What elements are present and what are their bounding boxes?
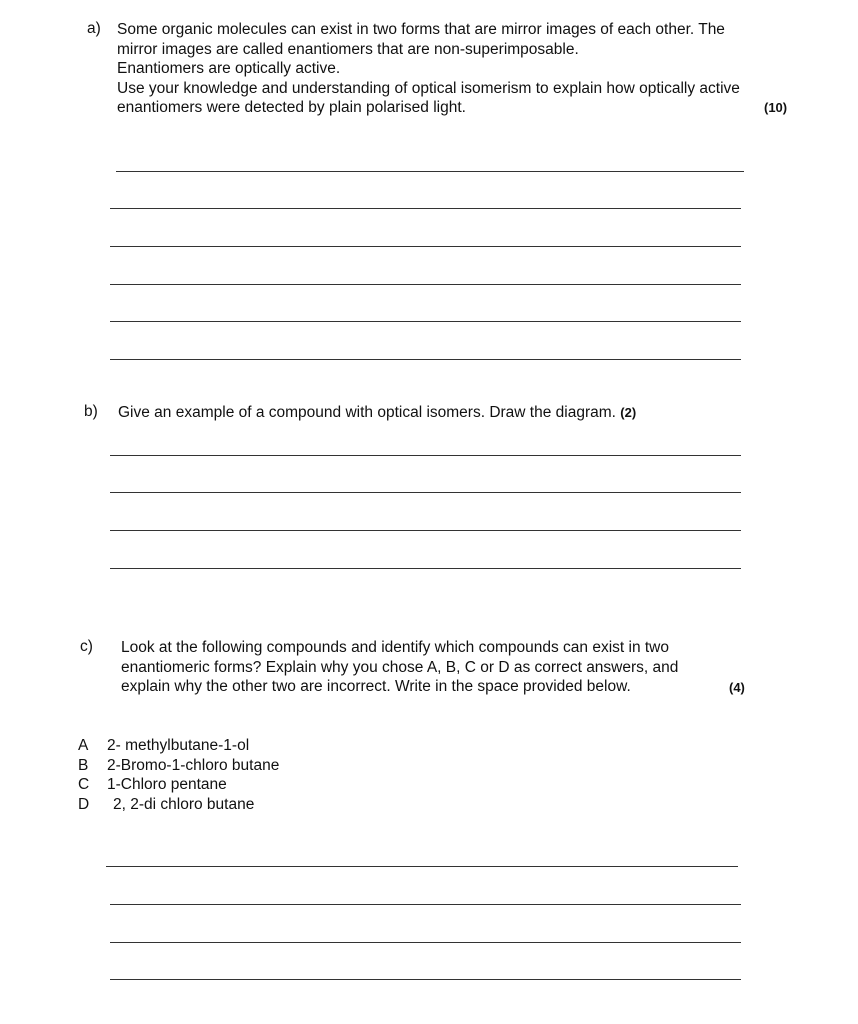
question-a-line: mirror images are called enantiomers that are non-superimposable.: [117, 40, 579, 58]
answer-line-a-1[interactable]: [116, 171, 744, 172]
question-a-text: [117, 20, 740, 118]
option-c-letter: C: [78, 776, 90, 793]
option-a: [78, 736, 279, 756]
option-d-text: 2, 2-di chloro butane: [113, 795, 255, 813]
question-b-text: [118, 403, 636, 423]
option-a-text: 2- methylbutane-1-ol: [107, 737, 250, 754]
question-c-letter: c): [80, 638, 93, 655]
question-c-line: explain why the other two are incorrect. Write in the space provided below.: [121, 678, 631, 695]
question-a-letter: a): [87, 20, 101, 37]
answer-line-b-3[interactable]: [110, 530, 741, 531]
question-b-letter: b): [84, 403, 98, 420]
compound-options: [78, 736, 279, 814]
answer-line-a-2[interactable]: [110, 208, 741, 209]
answer-line-b-2[interactable]: [110, 492, 741, 493]
question-b-prompt: Give an example of a compound with optical isomers. Draw the diagram.: [118, 404, 616, 421]
question-a-line: Some organic molecules can exist in two forms that are mirror images of each other. The: [117, 21, 725, 38]
option-b-letter: B: [78, 756, 89, 774]
question-a-line: Enantiomers are optically active.: [117, 60, 341, 77]
answer-line-c-4[interactable]: [110, 979, 741, 980]
answer-line-a-4[interactable]: [110, 284, 741, 285]
answer-line-c-1[interactable]: [106, 866, 738, 867]
option-a-letter: A: [78, 737, 89, 754]
question-a-line: Use your knowledge and understanding of optical isomerism to explain how optically active: [117, 79, 740, 97]
answer-line-a-3[interactable]: [110, 246, 741, 247]
option-c-text: 1-Chloro pentane: [107, 776, 227, 793]
option-c: [78, 775, 279, 795]
question-b-marks: (2): [620, 405, 637, 420]
answer-line-a-6[interactable]: [110, 359, 741, 360]
question-c-line: Look at the following compounds and identify which compounds can exist in two: [121, 639, 669, 656]
option-b: [78, 756, 279, 776]
question-c-marks: (4): [729, 680, 745, 695]
answer-line-c-3[interactable]: [110, 942, 741, 943]
question-c-text: [121, 638, 678, 697]
question-a-marks: (10): [764, 100, 788, 115]
question-a-line: enantiomers were detected by plain polarised light.: [117, 99, 466, 116]
answer-line-b-4[interactable]: [110, 568, 741, 569]
answer-line-a-5[interactable]: [110, 321, 741, 322]
answer-line-c-2[interactable]: [110, 904, 741, 905]
option-d: [78, 795, 279, 815]
option-d-letter: D: [78, 795, 90, 813]
option-b-text: 2-Bromo-1-chloro butane: [107, 756, 280, 774]
question-c-line: enantiomeric forms? Explain why you chose A, B, C or D as correct answers, and: [121, 658, 679, 676]
answer-line-b-1[interactable]: [110, 455, 741, 456]
